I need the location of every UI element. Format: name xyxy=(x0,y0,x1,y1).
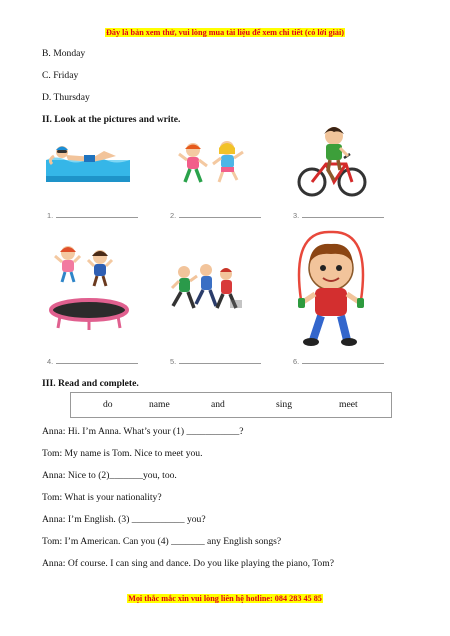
word-do: do xyxy=(103,399,113,410)
answer-line-2[interactable] xyxy=(170,211,261,220)
running-picture xyxy=(170,262,248,318)
skipping-rope-picture xyxy=(287,228,375,352)
answer-line-6[interactable] xyxy=(293,357,384,366)
word-and: and xyxy=(211,399,225,410)
trampoline-picture xyxy=(48,240,130,332)
section2-title: II. Look at the pictures and write. xyxy=(42,114,181,125)
dialogue-line-4: Tom: What is your nationality? xyxy=(42,492,162,503)
dialogue-line-3: Anna: Nice to (2)_______you, too. xyxy=(42,470,177,481)
dialogue-line-1: Anna: Hi. I’m Anna. What’s your (1) ___________? xyxy=(42,426,244,437)
number-6: 6. xyxy=(293,357,300,366)
bottom-banner xyxy=(0,594,450,603)
option-b: B. Monday xyxy=(42,48,86,59)
dancing-picture xyxy=(177,140,247,188)
option-c: C. Friday xyxy=(42,70,79,81)
answer-line-4[interactable] xyxy=(47,357,138,366)
dialogue-line-6: Tom: I’m American. Can you (4) _______ any English songs? xyxy=(42,536,282,547)
bike-riding-picture xyxy=(296,124,368,200)
bottom-banner-text: Mọi thắc mắc xin vui lòng liên hệ hotline: 084 283 45 85 xyxy=(128,594,322,603)
number-2: 2. xyxy=(170,211,177,220)
number-3: 3. xyxy=(293,211,300,220)
swimming-picture xyxy=(46,138,130,186)
top-banner-text: Đây là bản xem thử, vui lòng mua tài liệu để xem chi tiết (có lời giải) xyxy=(105,28,344,37)
number-1: 1. xyxy=(47,211,54,220)
dialogue-line-5: Anna: I’m English. (3) ___________ you? xyxy=(42,514,206,525)
number-5: 5. xyxy=(170,357,177,366)
top-banner xyxy=(0,28,450,37)
number-4: 4. xyxy=(47,357,54,366)
section3-title: III. Read and complete. xyxy=(42,378,139,389)
dialogue-line-2: Tom: My name is Tom. Nice to meet you. xyxy=(42,448,203,459)
dialogue-line-7: Anna: Of course. I can sing and dance. Do you like playing the piano, Tom? xyxy=(42,558,334,569)
answer-line-3[interactable] xyxy=(293,211,384,220)
word-box xyxy=(70,392,392,418)
word-sing: sing xyxy=(276,399,292,410)
answer-line-5[interactable] xyxy=(170,357,261,366)
answer-line-1[interactable] xyxy=(47,211,138,220)
word-meet: meet xyxy=(339,399,358,410)
word-name: name xyxy=(149,399,170,410)
option-d: D. Thursday xyxy=(42,92,90,103)
